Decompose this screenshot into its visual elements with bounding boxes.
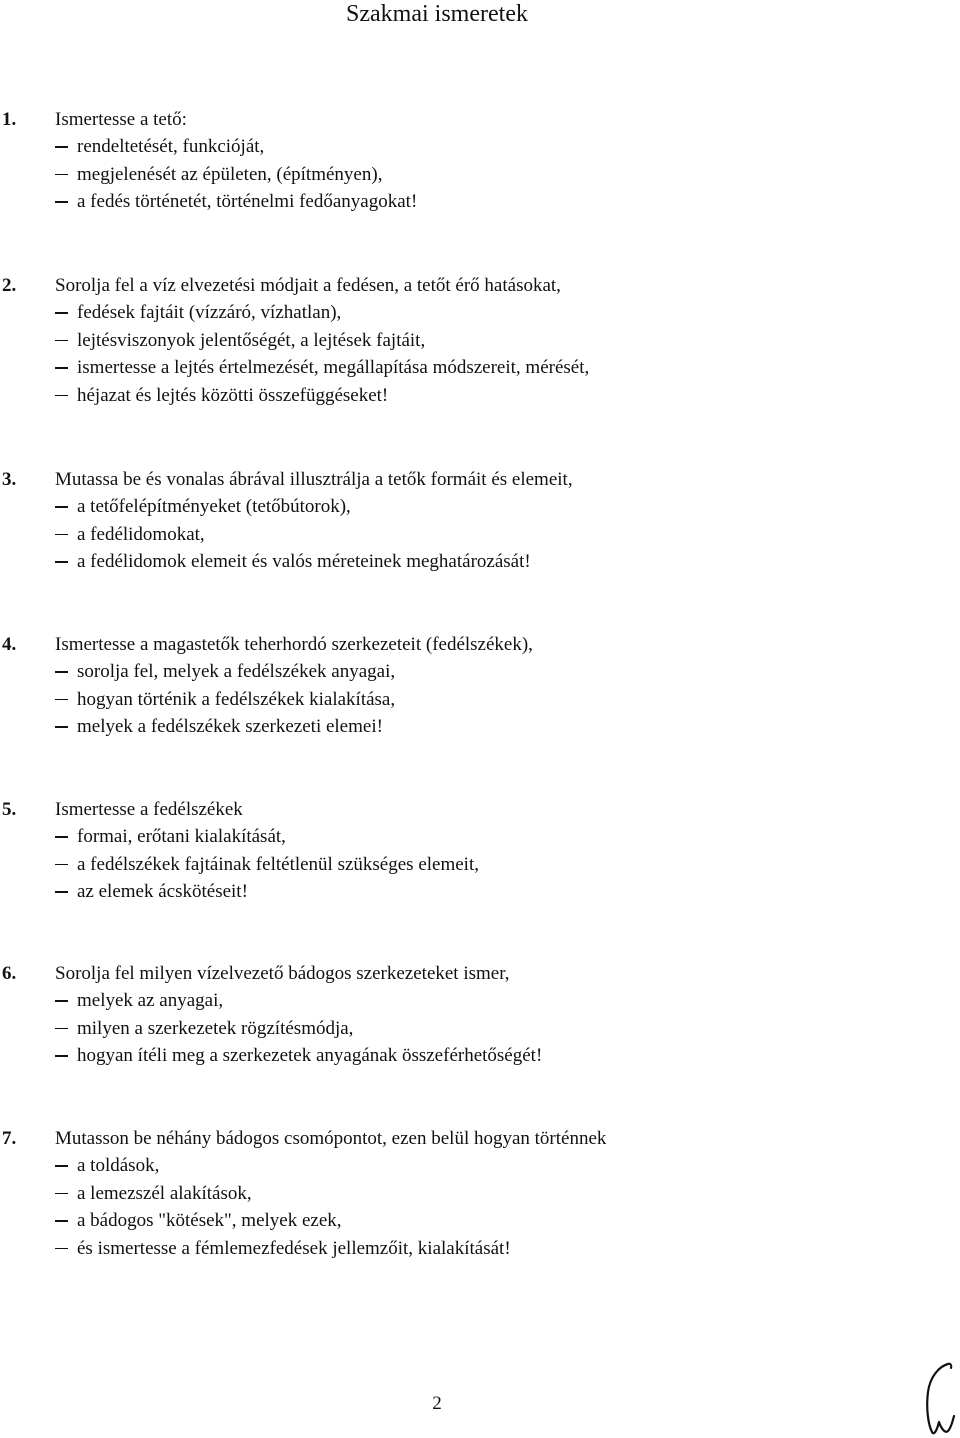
list-item (0, 354, 900, 382)
dash-bullet-icon (55, 1000, 68, 1002)
question-4 (0, 631, 900, 741)
question-text: Ismertesse a magastetők teherhordó szerkezeteit (fedélszékek), (55, 634, 533, 655)
list-item (0, 133, 900, 161)
list-item (0, 161, 900, 189)
list-item (0, 299, 900, 327)
dash-bullet-icon (55, 367, 68, 369)
list-item-text: a fedélidomok elemeit és valós méreteinek meghatározását! (77, 551, 531, 572)
list-item-text: sorolja fel, melyek a fedélszékek anyagai, (77, 661, 396, 682)
list-item (0, 1180, 900, 1208)
list-item (0, 327, 900, 355)
dash-bullet-icon (55, 395, 68, 397)
list-item-text: a fedélidomokat, (77, 523, 205, 545)
list-item-text: a lemezszél alakítások, (77, 1182, 252, 1204)
dash-bullet-icon (55, 1165, 68, 1167)
list-item-text: hogyan ítéli meg a szerkezetek anyagának összeférhetőségét! (77, 1045, 543, 1066)
list-item (0, 1235, 900, 1263)
dash-bullet-icon (55, 312, 68, 314)
dash-bullet-icon (55, 1220, 68, 1222)
dash-bullet-icon (55, 1193, 68, 1195)
list-item (0, 823, 900, 851)
list-item-text: a fedélszékek fajtáinak feltétlenül szükséges elemeit, (77, 853, 479, 875)
dash-bullet-icon (55, 1248, 68, 1250)
question-number: 5. (2, 799, 17, 820)
list-item-text: és ismertesse a fémlemezfedések jellemzőit, kialakítását! (77, 1237, 511, 1259)
list-item (0, 493, 900, 521)
dash-bullet-icon (55, 1028, 68, 1030)
list-item-text: a toldások, (77, 1155, 160, 1176)
dash-bullet-icon (55, 174, 68, 176)
dash-bullet-icon (55, 1055, 68, 1057)
dash-bullet-icon (55, 340, 68, 342)
question-1 (0, 106, 900, 216)
list-item (0, 1152, 900, 1180)
question-text: Ismertesse a tető: (55, 109, 187, 130)
list-item-text: az elemek ácskötéseit! (77, 881, 248, 902)
list-item (0, 188, 900, 216)
list-item-text: a bádogos "kötések", melyek ezek, (77, 1210, 342, 1231)
question-6 (0, 960, 900, 1070)
list-item (0, 1207, 900, 1235)
list-item-text: a fedés történetét, történelmi fedőanyagokat! (77, 191, 418, 212)
list-item (0, 851, 900, 879)
dash-bullet-icon (55, 146, 68, 148)
list-item (0, 658, 900, 686)
list-item-text: megjelenését az épületen, (építményen), (77, 163, 383, 185)
list-item-text: hogyan történik a fedélszékek kialakítása, (77, 688, 396, 710)
question-text: Sorolja fel milyen vízelvezető bádogos szerkezeteket ismer, (55, 963, 510, 984)
question-3 (0, 466, 900, 576)
question-5 (0, 796, 900, 906)
dash-bullet-icon (55, 201, 68, 203)
list-item-text: milyen a szerkezetek rögzítésmódja, (77, 1017, 354, 1039)
dash-bullet-icon (55, 534, 68, 536)
list-item-text: lejtésviszonyok jelentőségét, a lejtések fajtáit, (77, 329, 426, 351)
question-number: 1. (2, 109, 17, 130)
dash-bullet-icon (55, 699, 68, 701)
dash-bullet-icon (55, 836, 68, 838)
list-item (0, 686, 900, 714)
list-item-text: héjazat és lejtés közötti összefüggéseket! (77, 384, 389, 406)
list-item-text: formai, erőtani kialakítását, (77, 826, 286, 847)
question-text: Mutasson be néhány bádogos csomópontot, ezen belül hogyan történnek (55, 1128, 607, 1149)
list-item-text: rendeltetését, funkcióját, (77, 136, 265, 157)
dash-bullet-icon (55, 506, 68, 508)
question-2 (0, 272, 900, 409)
list-item-text: melyek a fedélszékek szerkezeti elemei! (77, 716, 383, 737)
question-number: 2. (2, 275, 17, 296)
question-text: Mutassa be és vonalas ábrával illusztrálja a tetők formáit és elemeit, (55, 469, 573, 490)
dash-bullet-icon (55, 561, 68, 563)
document-title: Szakmai ismeretek (346, 1, 528, 27)
question-number: 4. (2, 634, 17, 655)
list-item (0, 713, 900, 741)
question-7 (0, 1125, 900, 1262)
list-item (0, 1042, 900, 1070)
question-number: 3. (2, 469, 17, 490)
question-text: Sorolja fel a víz elvezetési módjait a fedésen, a tetőt érő hatásokat, (55, 275, 561, 296)
dash-bullet-icon (55, 891, 68, 893)
list-item (0, 1015, 900, 1043)
list-item (0, 521, 900, 549)
list-item (0, 878, 900, 906)
dash-bullet-icon (55, 864, 68, 866)
question-number: 6. (2, 963, 17, 984)
list-item (0, 548, 900, 576)
list-item (0, 987, 900, 1015)
list-item-text: a tetőfelépítményeket (tetőbútorok), (77, 496, 351, 517)
page-number: 2 (432, 1393, 442, 1414)
list-item-text: fedések fajtáit (vízzáró, vízhatlan), (77, 302, 342, 323)
dash-bullet-icon (55, 726, 68, 728)
handwritten-signature-icon (918, 1358, 958, 1438)
list-item-text: ismertesse a lejtés értelmezését, megállapítása módszereit, mérését, (77, 357, 590, 378)
list-item-text: melyek az anyagai, (77, 990, 224, 1011)
dash-bullet-icon (55, 671, 68, 673)
question-number: 7. (2, 1128, 17, 1149)
list-item (0, 382, 900, 410)
question-text: Ismertesse a fedélszékek (55, 799, 243, 820)
